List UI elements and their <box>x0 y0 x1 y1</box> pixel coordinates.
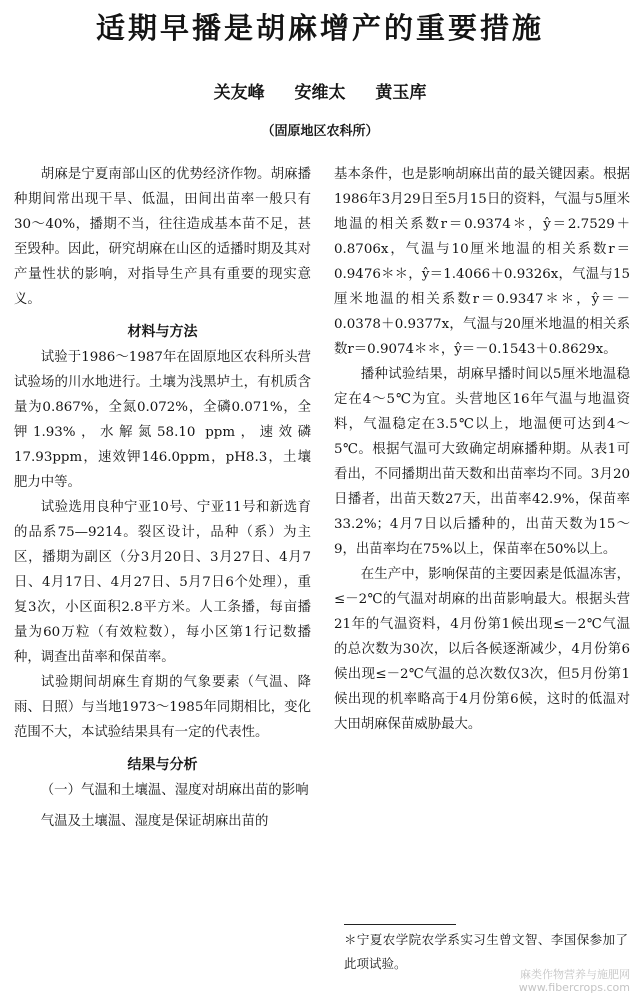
results-subheading: （一）气温和土壤温、湿度对胡麻出苗的影响 <box>40 783 309 798</box>
author-name: 关友峰 <box>213 83 265 103</box>
materials-paragraph-1: 试验于1986～1987年在固原地区农科所头营试验场的川水地进行。土壤为浅黑垆土，有机质含量为0.867%，全氮0.072%，全磷0.071%，全钾1.93%，水解氮58.10 ppm，速效磷17.93ppm，速效钾146.0ppm，pH8.3，土壤肥力中等。 <box>14 350 311 490</box>
frost-paragraph: 在生产中，影响保苗的主要因素是低温冻害，≤－2℃的气温对胡麻的出苗影响最大。根据头营21年的气温资料，4月份第1候出现≤－2℃气温的总次数为30次，以后各候逐渐减少，4月份第6候出现≤－2℃气温的总次数仅3次，但5月份第1候出现的机率略高于4月份第6候，这时的低温对大田胡麻保苗威胁最大。 <box>334 567 630 732</box>
materials-paragraph-2: 试验选用良种宁亚10号、宁亚11号和新选育的品系75—9214。裂区设计，品种（系）为主区，播期为副区（分3月20日、3月27日、4月7日、4月17日、4月27日、5月7日6个处理），重复3次，小区面积2.8平方米。人工条播，每亩播量为60万粒（有效粒数），每小区第1行记数播种，调查出苗率和保苗率。 <box>14 500 311 665</box>
results-paragraph-1: 气温及土壤温、湿度是保证胡麻出苗的 <box>40 814 269 829</box>
watermark-url: www.fibercrops.com <box>518 981 630 994</box>
right-column <box>334 162 630 737</box>
watermark <box>519 968 630 994</box>
sowing-result-paragraph: 播种试验结果，胡麻早播时间以5厘米地温稳定在4～5℃为宜。头营地区16年气温与地温资料，气温稳定在3.5℃以上，地温便可达到4～5℃。根据气温可大致确定胡麻播种期。从表1可看出，不同播期出苗天数和出苗率均不同。3月20日播者，出苗天数27天，出苗率42.9%，保苗率33.2%；4月7日以后播种的，出苗天数为15～9，出苗率均在75%以上，保苗率在50%以上。 <box>334 367 630 557</box>
left-column <box>14 162 311 834</box>
correlation-paragraph: 基本条件，也是影响胡麻出苗的最关键因素。根据1986年3月29日至5月15日的资料，气温与5厘米地温的相关系数r＝0.9374＊，ŷ＝2.7529＋0.8706x，气温与10厘米地温的相关系数r＝0.9476＊＊，ŷ＝1.4066＋0.9326x，气温与15厘米地温的相关系数r＝0.9347＊＊，ŷ＝－0.0378＋0.9377x，气温与20厘米地温的相关系数r＝0.9074＊＊，ŷ＝－0.1543＋0.8629x。 <box>334 167 630 357</box>
affiliation: （固原地区农科所） <box>261 124 379 139</box>
footnote-rule <box>344 924 456 925</box>
article-title: 适期早播是胡麻增产的重要措施 <box>95 11 544 45</box>
footnote: ＊宁夏农学院农学系实习生曾文智、李国保参加了此项试验。 <box>344 932 628 971</box>
author-list <box>0 78 640 103</box>
section-heading-results: 结果与分析 <box>127 757 198 773</box>
materials-paragraph-3: 试验期间胡麻生育期的气象要素（气温、降雨、日照）与当地1973～1985年同期相比，变化范围不大，本试验结果具有一定的代表性。 <box>14 675 311 740</box>
section-heading-materials: 材料与方法 <box>127 324 198 340</box>
intro-paragraph: 胡麻是宁夏南部山区的优势经济作物。胡麻播种期间常出现干旱、低温，田间出苗率一般只有30～40%，播期不当，往往造成基本苗不足，甚至毁种。因此，研究胡麻在山区的适播时期及其对产量性状的影响，对指导生产具有重要的现实意义。 <box>14 167 311 307</box>
author-name: 安维太 <box>294 83 346 103</box>
watermark-name: 麻类作物营养与施肥网 <box>520 968 630 981</box>
author-name: 黄玉库 <box>375 83 427 103</box>
